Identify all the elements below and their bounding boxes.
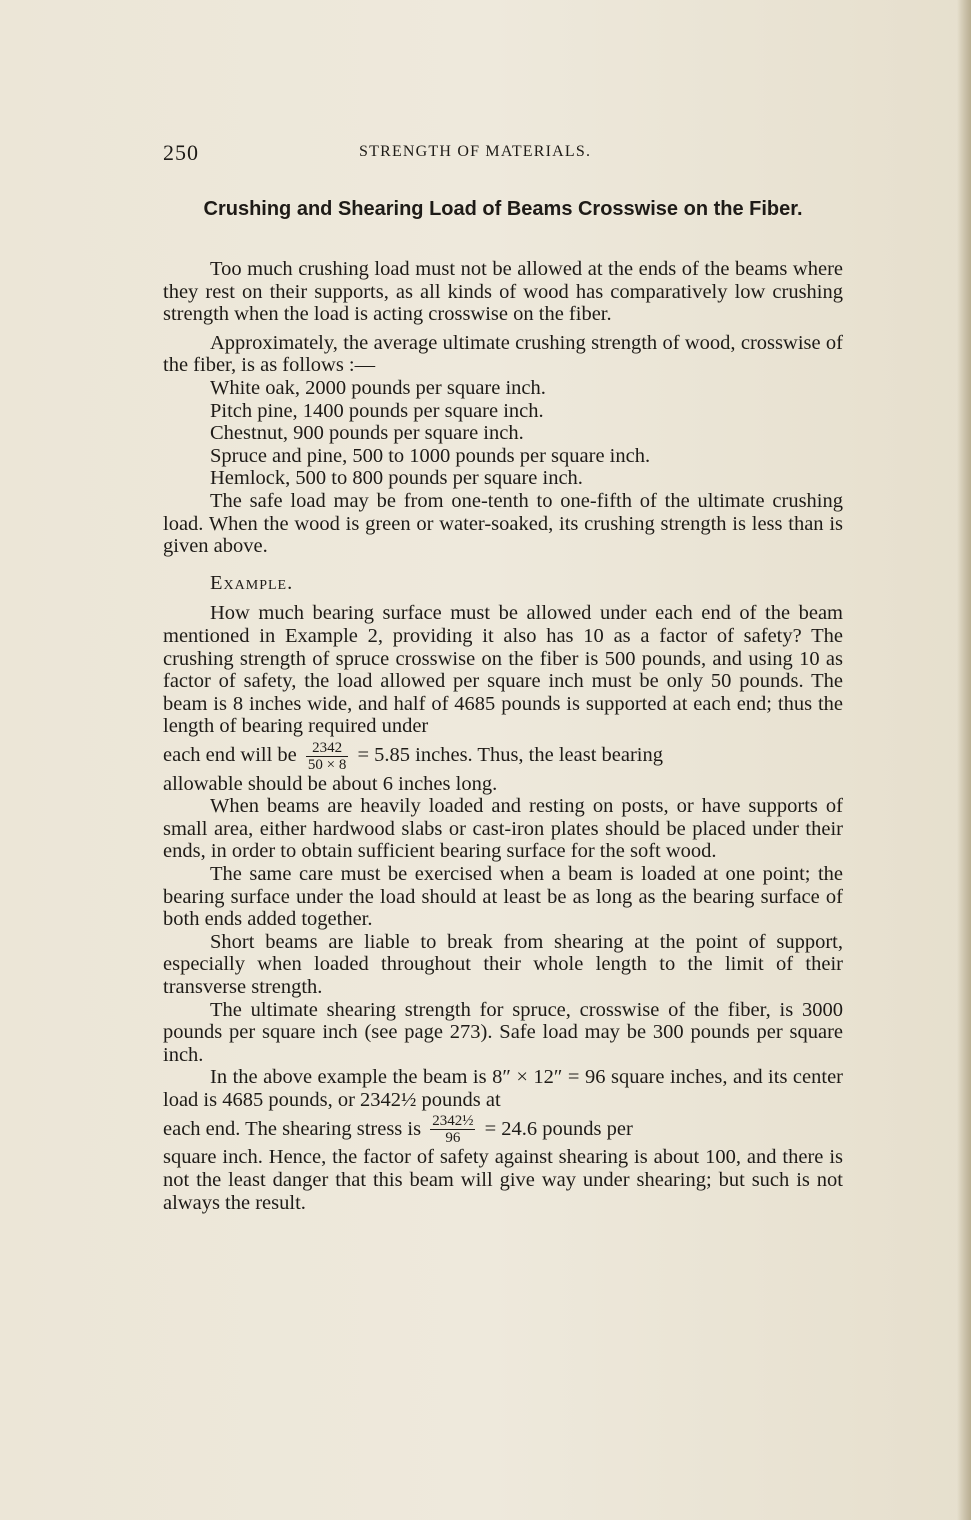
- example-heading: Example.: [210, 571, 294, 594]
- list-item: Pitch pine, 1400 pounds per square inch.: [210, 399, 544, 422]
- section-heading: Crushing and Shearing Load of Beams Crosswise on the Fiber.: [203, 198, 803, 220]
- fraction-denominator: 96: [445, 1130, 461, 1147]
- paragraph: The same care must be exercised when a beam is loaded at one point; the bearing surface under the load should at least be as long as the bearing surface of both ends added together.: [163, 863, 843, 931]
- formula-text: each end will be: [163, 743, 297, 766]
- paragraph: When beams are heavily loaded and resting on posts, or have supports of small area, either hardwood slabs or cast-iron plates should be placed under their ends, in order to obtain sufficient bearing surface for the soft wood.: [163, 795, 843, 863]
- strength-list: [163, 377, 843, 490]
- list-item: Chestnut, 900 pounds per square inch.: [210, 422, 524, 445]
- paragraph: The safe load may be from one-tenth to one-fifth of the ultimate crushing load. When the wood is green or water-soaked, its crushing strength is less than is given above.: [163, 489, 843, 558]
- formula-line: [163, 1112, 843, 1147]
- formula-line: [163, 738, 843, 773]
- paragraph: How much bearing surface must be allowed under each end of the beam mentioned in Example 2, providing it also has 10 as a factor of safety? The crushing strength of spruce crosswise on the fiber is 500 pounds, and using 10 as factor of safety, the load allowed per square inch must be only 50 pounds. The beam is 8 inches wide, and half of 4685 pounds is supported at each end; thus the length of bearing required under: [163, 602, 843, 738]
- formula-text: each end. The shearing stress is: [163, 1117, 422, 1140]
- page-header: [163, 140, 843, 166]
- list-item: White oak, 2000 pounds per square inch.: [210, 376, 546, 399]
- paragraph: allowable should be about 6 inches long.: [163, 772, 498, 795]
- fraction: [306, 740, 348, 773]
- paragraph: Approximately, the average ultimate crushing strength of wood, crosswise of the fiber, is as follows :—: [163, 331, 843, 377]
- fraction-numerator: 2342: [306, 740, 348, 757]
- fraction: [430, 1113, 475, 1146]
- running-head: STRENGTH OF MATERIALS.: [359, 143, 592, 160]
- list-item: Spruce and pine, 500 to 1000 pounds per square inch.: [210, 444, 651, 467]
- formula-text: = 5.85 inches. Thus, the least bearing: [357, 743, 664, 766]
- list-item: Hemlock, 500 to 800 pounds per square inch.: [210, 467, 583, 490]
- paragraph: square inch. Hence, the factor of safety against shearing is about 100, and there is not the least danger that this beam will give way under shearing; but such is not always the result.: [163, 1146, 843, 1214]
- body-text: [163, 258, 843, 1214]
- fraction-numerator: 2342½: [432, 1113, 474, 1130]
- formula-text: = 24.6 pounds per: [484, 1117, 633, 1140]
- paragraph: The ultimate shearing strength for spruce, crosswise of the fiber, is 3000 pounds per square inch (see page 273). Safe load may be 300 pounds per square inch.: [163, 998, 843, 1066]
- fraction-denominator: 50 × 8: [307, 756, 347, 773]
- page-edge-shadow: [957, 0, 971, 1520]
- page-number: 250: [163, 140, 199, 165]
- paragraph: In the above example the beam is 8″ × 12″ = 96 square inches, and its center load is 4685 pounds, or 2342½ pounds at: [163, 1066, 843, 1111]
- paragraph: Short beams are liable to break from shearing at the point of support, especially when loaded throughout their whole length to the limit of their transverse strength.: [163, 930, 843, 999]
- paragraph: Too much crushing load must not be allowed at the ends of the beams where they rest on their supports, as all kinds of wood has comparatively low crushing strength when the load is acting crosswise on the fiber.: [163, 258, 843, 326]
